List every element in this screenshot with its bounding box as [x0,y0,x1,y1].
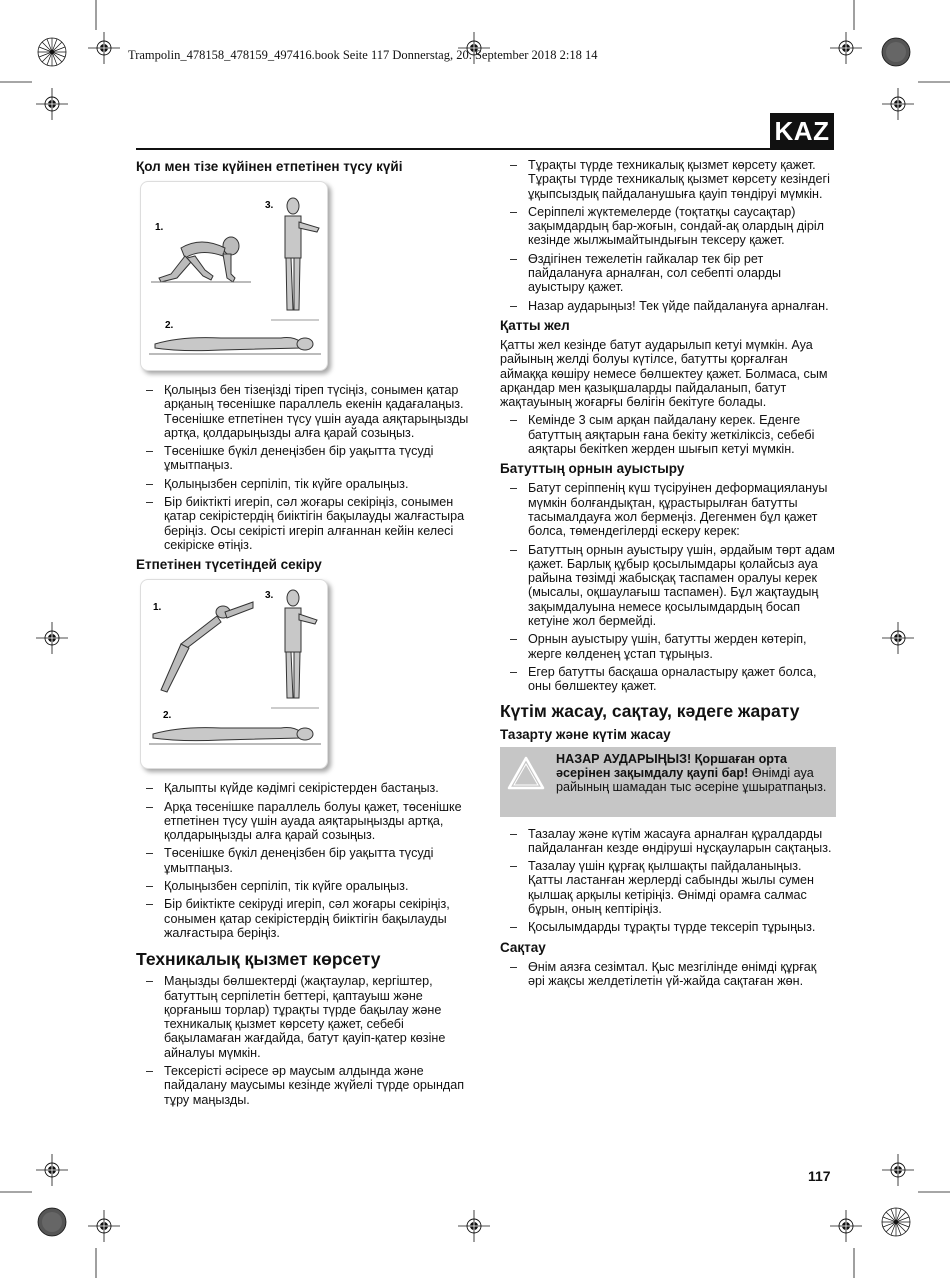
language-badge: KAZ [770,113,834,150]
file-header: Trampolin_478158_478159_497416.book Seite 117 Donnerstag, 20. September 2018 2:18 14 [128,48,598,62]
section-heading-belly-drop: Етпетінен түсетіндей секіру [136,557,322,573]
paragraph-strong-wind: Қатты жел кезінде батут аударылып кетуі мүмкін. Ауа райының желді болуы күтілсе, батутты қорғалған аймаққа көшіру немесе бөлшектеу қажет. Болмаса, сым арқандар мен қазықшаларды пайдаланып, батут жақтауының жоғарғы бөлігін бекітуге болады. [500,337,828,410]
warning-text [556,752,830,795]
fig-label-3: 3. [265,590,274,602]
list-item: – Қосылымдарды тұрақты түрде тексеріп тұрыңыз. [500,920,836,934]
fig-label-1: 1. [153,602,162,614]
warning-bold: НАЗАР АУДАРЫҢЫЗ! Қоршаған орта әсерінен зақымдалу қаупі бар! [556,751,788,780]
header-rule [136,148,834,150]
list-item: – Батут серіппенің күш түсіруінен деформациялануы мүмкін болғандықтан, құрастырылған батутты тасымалдауға жол бермеңіз. Дегенмен бұл қажет болса, төмендегілерді ескеру керек: [500,481,836,538]
list-item: – Тазалау үшін құрғақ қылшақты пайдаланыңыз. Қатты ластанған жерлерді сабынды жылы сумен қылшақ арқылы кетіріңіз. Өнімді орамға салмас бұрын, оның кептіріңіз. [500,859,836,916]
list-item: – Назар аударыңыз! Тек үйде пайдалануға арналған. [500,299,836,313]
list-item: – Бір биіктікте секіруді игеріп, сәл жоғары секіріңіз, сонымен қатар секірістердің биіктігін бақылауды жалғастыра беріңіз. [136,897,476,940]
list-item: – Бір биіктікті игеріп, сәл жоғары секіріңіз, сонымен қатар секірістердің биіктігін бақылауды жалғастыра беріңіз. Осы секірісті игеріп алғаннан кейін келесі секіріске өтіңіз. [136,495,476,552]
list-item: – Қолыңыз бен тізеңізді тіреп түсіңіз, сонымен қатар арқаның төсенішке параллель екенін қадағалаңыз. Төсенішке етпетінен түсу үшін ауада аяқтарыңызды артқа, қолдарыңызды алға қарай созыңыз. [136,383,476,440]
list-cleaning [500,827,836,935]
list-hands-knees [136,383,476,552]
list-item: – Қалыпты күйде кәдімгі секірістерден бастаңыз. [136,781,476,795]
list-item: – Қолыңызбен серпіліп, тік күйге оралыңыз. [136,879,476,893]
left-column [136,158,476,1111]
fig-label-2: 2. [165,320,174,331]
list-item: – Тексерісті әсіресе әр маусым алдында және пайдалану маусымы кезінде жүйелі түрде орындап тұру маңызды. [136,1064,476,1107]
warning-box [500,747,836,817]
list-item: – Серіппелі жүктемелерде (тоқтатқы саусақтар) зақымдардың бар-жоғын, сондай-ақ олардың діріл кезінде жылжымайтындығын тексеру қажет. [500,205,836,248]
section-heading-hands-knees: Қол мен тізе күйінен етпетінен түсу күйі [136,159,403,174]
warning-triangle-icon [506,755,546,791]
list-item: – Төсенішке бүкіл денеңізбен бір уақытта түсуді ұмытпаңыз. [136,444,476,473]
list-item: – Орнын ауыстыру үшін, батутты жерден көтеріп, жерге көлденең ұстап тұрыңыз. [500,632,836,661]
list-item: – Маңызды бөлшектерді (жақтаулар, кергіштер, батуттың серпілетін беттері, қаптауыш және қорғаныш торлар) тұрақты түрде бақылау және техникалық қызмет көрсету қажет, себебі бақыламаған жағдайда, батут қауіп-қатер көзіне айналуы мүмкін. [136,974,476,1060]
subheading-cleaning: Тазарту және күтім жасау [500,726,671,742]
list-item: – Егер батутты басқаша орналастыру қажет болса, оны бөлшектеу қажет. [500,665,836,694]
list-relocate [500,481,836,693]
list-item: – Арқа төсенішке параллель болуы қажет, төсенішке етпетінен түсу үшін ауада аяқтарыңызды артқа, қолдарыңызды алға қарай созыңыз. [136,800,476,843]
section-heading-relocate: Батуттың орнын ауыстыру [500,461,685,477]
section-heading-maintenance: Техникалық қызмет көрсету [136,949,381,970]
illustration-hands-knees [140,181,328,371]
page-number: 117 [808,1168,831,1184]
section-heading-strong-wind: Қатты жел [500,317,570,333]
list-item: – Батуттың орнын ауыстыру үшін, әрдайым төрт адам қажет. Барлық құбыр қосылымдары қолайсыз ауа райына төзімді жабысқақ таспамен оралуы керек (мысалы, оқшаулағыш таспамен). Бұл жақтаудың зақымдалуына немесе қосылымдардың босап кетуіне жол бермейді. [500,543,836,629]
section-heading-care: Күтім жасау, сақтау, кәдеге жарату [500,700,800,721]
list-item: – Төсенішке бүкіл денеңізбен бір уақытта түсуді ұмытпаңыз. [136,846,476,875]
warning-detail: Өнімді ауа райының шамадан тыс әсеріне ұшыратпаңыз. [556,765,827,795]
list-item: – Тазалау және күтім жасауға арналған құралдарды пайдаланған кезде өндіруші нұсқауларын сақтаңыз. [500,827,836,856]
list-item: – Қолыңызбен серпіліп, тік күйге оралыңыз. [136,477,476,491]
list-item: – Тұрақты түрде техникалық қызмет көрсету қажет. Тұрақты түрде техникалық қызмет көрсету кезіндегі ұқыпсыздық пайдаланушыға қауіп төндіруі мүмкін. [500,158,836,201]
fig-label-1: 1. [155,222,164,233]
list-item: – Кемінде 3 сым арқан пайдалану керек. Еденге батуттың аяқтарын ғана бекіту жеткіліксіз, себебі аяқтары бекітken жерден шығып кетуі мүмкін. [500,413,836,456]
list-strong-wind [500,413,836,456]
list-item: – Өнім аязға сезімтал. Қыс мезгілінде өнімді құрғақ әрі жақсы желдетілетін үй-жайда сақтаған жөн. [500,960,836,989]
list-maintenance-continued [500,158,836,313]
list-maintenance [136,974,476,1107]
section-heading-storage: Сақтау [500,939,546,955]
right-column [500,158,836,992]
list-storage [500,960,836,989]
list-item: – Өздігінен тежелетін гайкалар тек бір рет пайдалануға арналған, сол себепті оларды ауыстыру қажет. [500,252,836,295]
list-belly-drop [136,781,476,940]
fig-label-3: 3. [265,200,274,211]
illustration-belly-drop [140,579,328,769]
fig-label-2: 2. [163,710,172,722]
